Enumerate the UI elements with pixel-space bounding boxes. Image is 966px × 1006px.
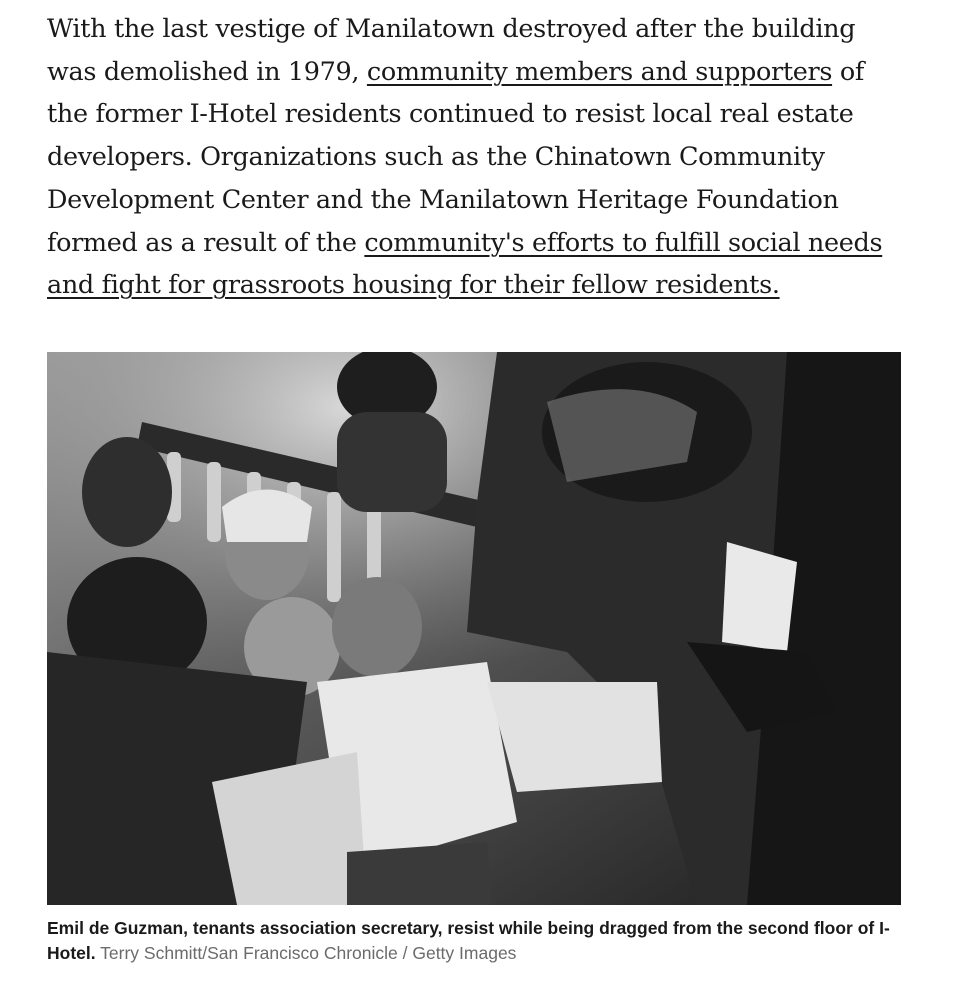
figure-caption — [47, 916, 907, 966]
article-paragraph — [47, 8, 907, 307]
article-body — [47, 8, 907, 307]
photo-credit: Terry Schmitt/San Francisco Chronicle / Getty Images — [100, 943, 517, 963]
paragraph-text-1: With the last vestige of Manilatown destroyed after the building was demolished in 1979, — [47, 14, 856, 87]
link-community-members[interactable]: community members and supporters — [366, 56, 833, 87]
caption-text: Emil de Guzman, tenants association secretary, resist while being dragged from the second floor of I-Hotel. — [47, 918, 890, 963]
i-hotel-eviction-photo — [47, 352, 901, 905]
link-community-efforts[interactable]: community's efforts to fulfill social needs and fight for grassroots housing for their fellow residents. — [47, 227, 883, 301]
article-figure — [47, 352, 901, 966]
paragraph-text-2: of the former I-Hotel residents continued to resist local real estate developers. Organizations such as the Chinatown Community Development Center and the Manilatown Heritage Foundation formed as a result of the — [47, 56, 864, 258]
